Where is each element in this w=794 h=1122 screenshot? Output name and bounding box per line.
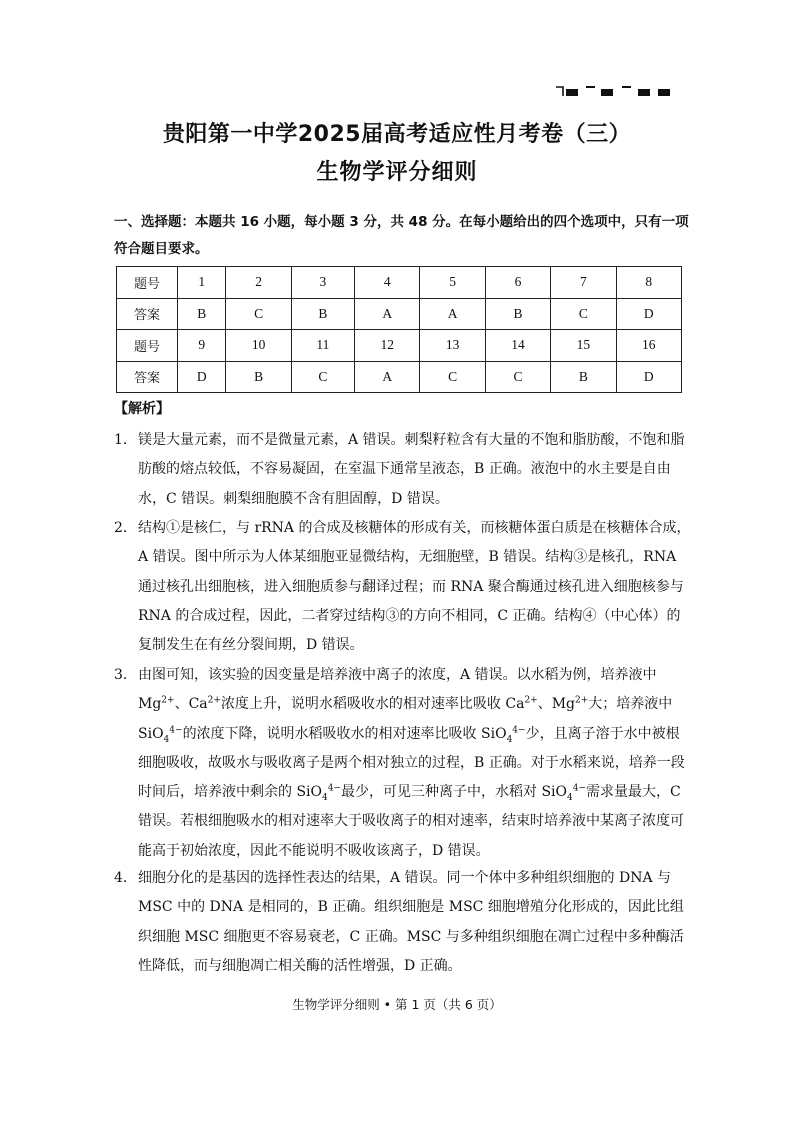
table-cell: 14 (485, 330, 550, 362)
analysis-heading: 【解析】 (114, 401, 170, 417)
table-cell: B (551, 361, 616, 393)
table-cell: 12 (355, 330, 420, 362)
table-cell: C (291, 361, 354, 393)
item-text: 结构①是核仁，与 rRNA 的合成及核糖体的形成有关，而核糖体蛋白质是在核糖体合成，A 错误。图中所示为人体某细胞亚显微结构，无细胞壁，B 错误。结构③是核孔，RNA 通过核孔出细胞核，进入细胞质参与翻译过程；而 RNA 聚合酶通过核孔进入细胞核参与 RNA 的合成过程，因此，二者穿过结构③的方向不相同，C 正确。结构④（中心体）的复制发生在有丝分裂间期，D 错误。 (138, 520, 691, 654)
table-cell: 9 (178, 330, 226, 362)
table-row (117, 361, 682, 393)
table-cell: 8 (616, 267, 681, 299)
table-cell: 15 (551, 330, 616, 362)
table-cell: B (485, 298, 550, 330)
table-cell: D (616, 361, 681, 393)
page-footer: 生物学评分细则 • 第 1 页（共 6 页） (292, 997, 502, 1012)
document-subtitle: 生物学评分细则 (316, 160, 478, 185)
item-number: 3． (114, 667, 137, 683)
table-cell: D (178, 361, 226, 393)
analysis-item-1 (114, 426, 692, 514)
table-cell: 10 (226, 330, 291, 362)
table-cell: 16 (616, 330, 681, 362)
table-cell: 6 (485, 267, 550, 299)
table-cell: C (226, 298, 291, 330)
table-cell: 1 (178, 267, 226, 299)
answer-table (116, 266, 682, 393)
table-cell: D (616, 298, 681, 330)
analysis-item-4 (114, 864, 692, 981)
table-cell: C (485, 361, 550, 393)
table-cell: B (178, 298, 226, 330)
table-cell: 2 (226, 267, 291, 299)
table-cell: B (226, 361, 291, 393)
item-number: 1． (114, 432, 137, 448)
row-header: 题号 (117, 267, 178, 299)
table-row (117, 298, 682, 330)
row-header: 答案 (117, 361, 178, 393)
analysis-item-2 (114, 514, 692, 660)
analysis-item-3 (114, 661, 692, 866)
item-text: 细胞分化的是基因的选择性表达的结果，A 错误。同一个体中多种组织细胞的 DNA 与 MSC 中的 DNA 是相同的，B 正确。组织细胞是 MSC 细胞增殖分化形成的，因此比组织细胞 MSC 细胞更不容易衰老，C 正确。MSC 与多种组织细胞在凋亡过程中多种酶活性降低，而与细胞凋亡相关酶的活性增强，D 正确。 (138, 870, 684, 974)
table-cell: 3 (291, 267, 354, 299)
row-header: 题号 (117, 330, 178, 362)
table-cell: C (420, 361, 485, 393)
table-cell: 5 (420, 267, 485, 299)
item-number: 4． (114, 870, 137, 886)
table-cell: C (551, 298, 616, 330)
table-cell: A (420, 298, 485, 330)
item-text: 由图可知，该实验的因变量是培养液中离子的浓度，A 错误。以水稻为例，培养液中 $Mg^{2+}$、$Ca^{2+}$浓度上升，说明水稻吸收水的相对速率比吸收 $Ca^{2+}$、$Mg^{2+}$大；培养液中 SiO$_4^{4-}$的浓度下降，说明水稻吸收水的相对速率比吸收 SiO$_4^{4-}$少，且离子溶于水中被根细胞吸收，故吸水与吸收离子是两个相对独立的过程，B 正确。对于水稻来说，培养一段时间后，培养液中剩余的 SiO$_4^{4-}$最少，可见三种离子中，水稻对 SiO$_4^{4-}$需求量最大，C 错误。若根细胞吸水的相对速率大于吸收离子的相对速率，结束时培养液中某离子浓度可能高于初始浓度，因此不能说明不吸收该离子，D 错误。 (138, 667, 685, 859)
section-heading: 一、选择题：本题共 16 小题，每小题 3 分，共 48 分。在每小题给出的四个选项中，只有一项符合题目要求。 (114, 214, 689, 257)
table-cell: A (355, 361, 420, 393)
document-title: 贵阳第一中学2025届高考适应性月考卷（三） (162, 122, 632, 147)
table-cell: 4 (355, 267, 420, 299)
table-cell: 11 (291, 330, 354, 362)
corner-registration-mark (556, 86, 684, 98)
table-row (117, 267, 682, 299)
table-cell: 7 (551, 267, 616, 299)
item-number: 2． (114, 520, 137, 536)
registration-bars-icon (556, 86, 684, 98)
table-row (117, 330, 682, 362)
table-cell: 13 (420, 330, 485, 362)
item-text: 镁是大量元素，而不是微量元素，A 错误。刺梨籽粒含有大量的不饱和脂肪酸，不饱和脂肪酸的熔点较低，不容易凝固，在室温下通常呈液态，B 正确。液泡中的水主要是自由水，C 错误。刺梨细胞膜不含有胆固醇，D 错误。 (138, 432, 685, 507)
row-header: 答案 (117, 298, 178, 330)
table-cell: A (355, 298, 420, 330)
table-cell: B (291, 298, 354, 330)
